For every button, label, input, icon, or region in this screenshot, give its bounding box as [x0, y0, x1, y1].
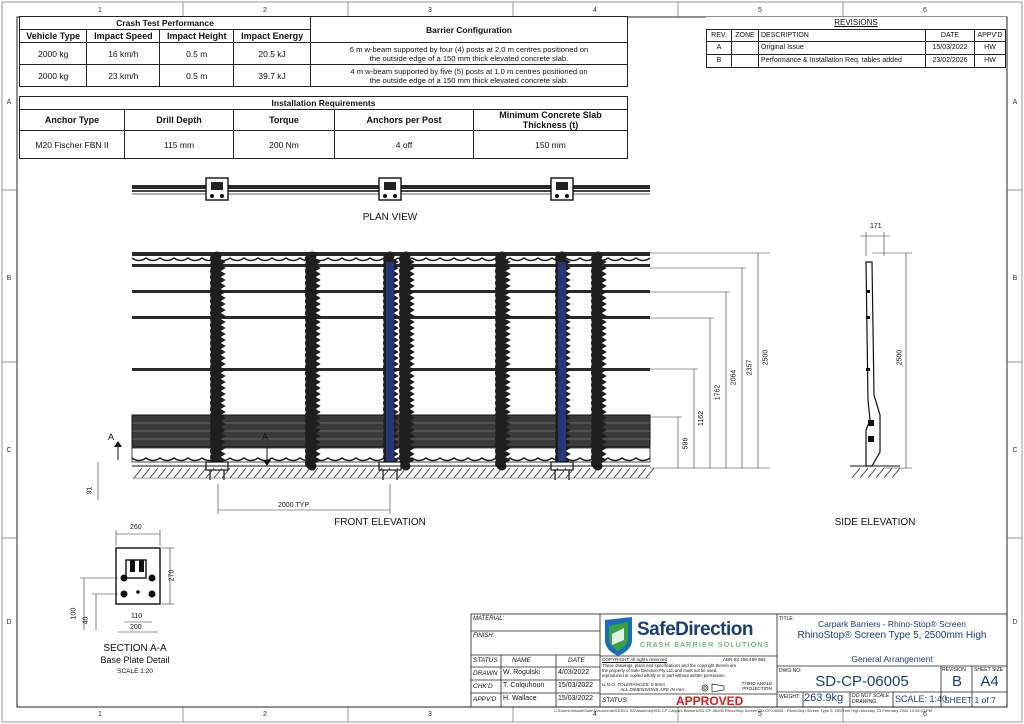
config-line-1: 4 m w-beam supported by five (5) posts at 1.0 m centres positioned on: [350, 66, 588, 76]
grid-row-label: B: [1012, 275, 1018, 282]
dim-bp-100: 100: [70, 607, 78, 620]
grid-col-label: 6: [923, 711, 927, 718]
revisions-title: REVISIONS: [834, 18, 878, 28]
col-zone: ZONE: [732, 29, 759, 41]
grid-row-label: C: [1012, 447, 1018, 454]
dim-side-2500: 2500: [896, 349, 904, 366]
title-line-1: Carpark Barriers - Rhino-Stop® Screen: [818, 619, 966, 629]
dim-bp-270: 270: [168, 569, 176, 582]
plan-view: [132, 178, 650, 200]
col-description: DESCRIPTION: [759, 29, 926, 41]
scale-value: SCALE: 1:40: [895, 694, 948, 704]
status-header: STATUS: [473, 657, 498, 664]
cell-rev: A: [707, 41, 732, 54]
cell-speed: 23 km/h: [87, 65, 160, 87]
dim-bp-110: 110: [131, 613, 143, 620]
appvd-label: APPV'D: [473, 696, 497, 703]
grid-col-label: 4: [593, 711, 597, 718]
mesh-column: [500, 256, 503, 466]
cell-rev: B: [707, 54, 732, 67]
cell-height: 0.5 m: [160, 43, 234, 65]
section-mark-right: A: [262, 432, 269, 442]
title-label: TITLE:: [779, 616, 795, 622]
config-line-1: 6 m w-beam supported by four (4) posts at 2.0 m centres positioned on: [349, 44, 589, 54]
date-header: DATE: [568, 657, 585, 664]
mesh-column: [310, 256, 313, 466]
tolerance-line-1: U.N.O. TOLERANCES: 0.5mm: [602, 682, 665, 687]
grid-col-label: 2: [263, 711, 267, 718]
dim-2000-typ: 2000 TYP: [278, 502, 310, 509]
cell-desc: Performance & Installation Req. tables added: [759, 54, 926, 67]
do-not-scale: DO NOT SCALE DRAWING: [852, 693, 890, 705]
table-row: [20, 65, 628, 87]
cell-slab: 150 mm: [474, 131, 628, 159]
crash-table-title: Crash Test Performance: [20, 17, 311, 30]
third-angle-label: THIRD ANGLE PROJECTION: [741, 681, 773, 691]
grid-col-label: 5: [758, 711, 762, 718]
col-impact-height: Impact Height: [160, 30, 234, 43]
plan-post: [206, 178, 228, 200]
grid-row-label: A: [6, 99, 12, 106]
sheet-number: SHEET 1 of 7: [944, 695, 996, 705]
mesh-column: [404, 256, 407, 466]
col-rev: REV.: [707, 29, 732, 41]
file-path: C:\Users\Vekare\Safe\Documents\SDS\01 SD\Assembly\SD-CP Carpark Barriers\SD-CP-06005 RhinoStop Screen\SD-CP-06005 - RhinoStop Screen Type 5, 2500mm High Monday, 23 February 2026 10:45:07 PM: [554, 708, 933, 713]
post-right: [558, 262, 566, 462]
table-row: [20, 43, 628, 65]
dwg-number: SD-CP-06005: [815, 673, 909, 690]
barrier-config-title: Barrier Configuration: [311, 17, 628, 43]
cell-energy: 20.5 kJ: [234, 43, 311, 65]
crash-test-table: [19, 16, 628, 87]
copyright-line-2: the property of Safe Direction Pty Ltd, and must not be used,: [602, 668, 718, 673]
drawn-date: 4/03/2022: [558, 669, 590, 676]
col-anchors-per-post: Anchors per Post: [335, 110, 474, 131]
dim-2357: 2357: [746, 359, 754, 376]
logo-name: SafeDirection: [637, 619, 753, 640]
copyright-line-1: These drawings, plans and specifications and the copyright therein are: [602, 663, 737, 668]
abn: ABN 53 156 459 684: [723, 657, 766, 662]
grid-col-label: 1: [98, 711, 102, 718]
safedirection-logo-icon: [605, 617, 632, 656]
dim-596: 596: [682, 437, 690, 450]
plan-post: [551, 178, 573, 200]
grid-col-label: 1: [98, 7, 102, 14]
grid-row-label: C: [6, 447, 12, 454]
finish-label: FINISH:: [473, 633, 495, 639]
revisions-table: [706, 17, 1006, 68]
grid-row-label: A: [1012, 99, 1018, 106]
chkd-label: CHK'D: [473, 683, 493, 690]
front-elevation: [114, 252, 654, 480]
col-torque: Torque: [234, 110, 335, 131]
drawn-name: W. Rogulski: [503, 669, 540, 676]
grid-col-label: 2: [263, 7, 267, 14]
section-title: SECTION A-A: [103, 643, 167, 654]
col-impact-speed: Impact Speed: [87, 30, 160, 43]
dim-2500: 2500: [762, 349, 770, 366]
section-mark-left: A: [108, 432, 115, 442]
table-row: [707, 41, 1006, 54]
appvd-name: H. Wallace: [503, 695, 537, 702]
chkd-name: T. Colquhoun: [503, 682, 545, 689]
cell-height: 0.5 m: [160, 65, 234, 87]
third-angle-projection-icon: [702, 684, 724, 692]
config-line-2: the outside edge of a 150 mm thick elevated concrete slab.: [369, 75, 569, 85]
cell-zone: [732, 41, 759, 54]
tolerance-line-2: ALL DIMENSIONS ARE IN mm: [620, 687, 684, 692]
cell-vehicle: 2000 kg: [20, 65, 87, 87]
side-elevation-label: SIDE ELEVATION: [834, 517, 916, 528]
mesh-column: [596, 256, 599, 466]
install-table-title: Installation Requirements: [20, 97, 628, 110]
col-vehicle-type: Vehicle Type: [20, 30, 87, 43]
cell-vehicle: 2000 kg: [20, 43, 87, 65]
copyright-text: [602, 663, 774, 678]
status-approved: APPROVED: [676, 694, 744, 708]
installation-table: [19, 96, 628, 159]
grid-row-label: D: [1012, 619, 1018, 626]
cell-desc: Original Issue: [759, 41, 926, 54]
cell-config: [311, 43, 628, 65]
name-header: NAME: [512, 657, 531, 664]
cell-torque: 200 Nm: [234, 131, 335, 159]
section-subtitle: Base Plate Detail: [100, 655, 170, 665]
col-drill-depth: Drill Depth: [125, 110, 234, 131]
sheet-size-label: SHEET SIZE: [974, 667, 1004, 673]
col-date: DATE: [926, 29, 975, 41]
cell-anchors: 4 off: [335, 131, 474, 159]
logo-tagline: CRASH BARRIER SOLUTIONS: [640, 642, 770, 649]
weight-label: WEIGHT:: [779, 694, 800, 700]
plan-post: [379, 178, 401, 200]
copyright-label: COPYRIGHT All rights reserved: [602, 657, 668, 662]
cell-appvd: HW: [975, 54, 1006, 67]
dim-bp-40: 40: [82, 616, 90, 625]
title-line-2: RhinoStop® Screen Type 5, 2500mm High: [797, 630, 987, 641]
grid-col-label: 3: [428, 7, 432, 14]
revision-value: B: [951, 673, 962, 690]
dim-bp-200: 200: [130, 624, 142, 631]
mesh-column: [215, 256, 218, 466]
grid-row-label: D: [6, 619, 12, 626]
chkd-date: 15/03/2022: [558, 682, 594, 689]
cell-anchor: M20 Fischer FBN II: [20, 131, 125, 159]
table-row: [20, 131, 628, 159]
dim-1762: 1762: [714, 384, 722, 401]
grid-row-label: B: [6, 275, 12, 282]
grid-col-label: 6: [923, 7, 927, 14]
cell-energy: 39.7 kJ: [234, 65, 311, 87]
col-slab-thickness: Minimum Concrete Slab Thickness (t): [474, 110, 628, 131]
dwg-no-label: DWG NO:: [779, 668, 802, 674]
config-line-2: the outside edge of a 150 mm thick elevated concrete slab.: [369, 53, 569, 63]
col-impact-energy: Impact Energy: [234, 30, 311, 43]
cell-date: 23/02/2026: [926, 54, 975, 67]
plan-view-label: PLAN VIEW: [362, 212, 418, 223]
col-anchor-type: Anchor Type: [20, 110, 125, 131]
title-line-3: General Arrangement: [851, 654, 933, 664]
dim-bp-260: 260: [130, 524, 142, 531]
drawn-label: DRAWN: [473, 670, 498, 677]
cell-config: [311, 65, 628, 87]
material-label: MATERIAL:: [473, 616, 505, 622]
grid-col-label: 4: [593, 7, 597, 14]
dim-91: 91: [86, 486, 94, 495]
cell-appvd: HW: [975, 41, 1006, 54]
front-elevation-label: FRONT ELEVATION: [334, 517, 426, 528]
dim-2064: 2064: [730, 369, 738, 386]
sheet-size-value: A4: [980, 673, 999, 690]
cell-drill: 115 mm: [125, 131, 234, 159]
copyright-line-3: reproduced or copied wholly or in part without written permission.: [602, 673, 726, 678]
revision-label: REVISION: [942, 667, 966, 673]
dim-1162: 1162: [698, 410, 706, 427]
cell-speed: 16 km/h: [87, 43, 160, 65]
cell-zone: [732, 54, 759, 67]
section-a-a: [80, 530, 174, 632]
status-label: STATUS:: [602, 697, 629, 704]
cell-date: 15/03/2022: [926, 41, 975, 54]
grid-col-label: 5: [758, 7, 762, 14]
post-center: [386, 262, 394, 462]
weight-value: 263.9kg: [804, 692, 844, 704]
col-appvd: APPV'D: [975, 29, 1006, 41]
dim-side-171: 171: [870, 223, 882, 230]
table-row: [707, 54, 1006, 67]
appvd-date: 15/03/2022: [558, 695, 594, 702]
grid-col-label: 3: [428, 711, 432, 718]
section-scale: SCALE 1:20: [117, 668, 153, 675]
